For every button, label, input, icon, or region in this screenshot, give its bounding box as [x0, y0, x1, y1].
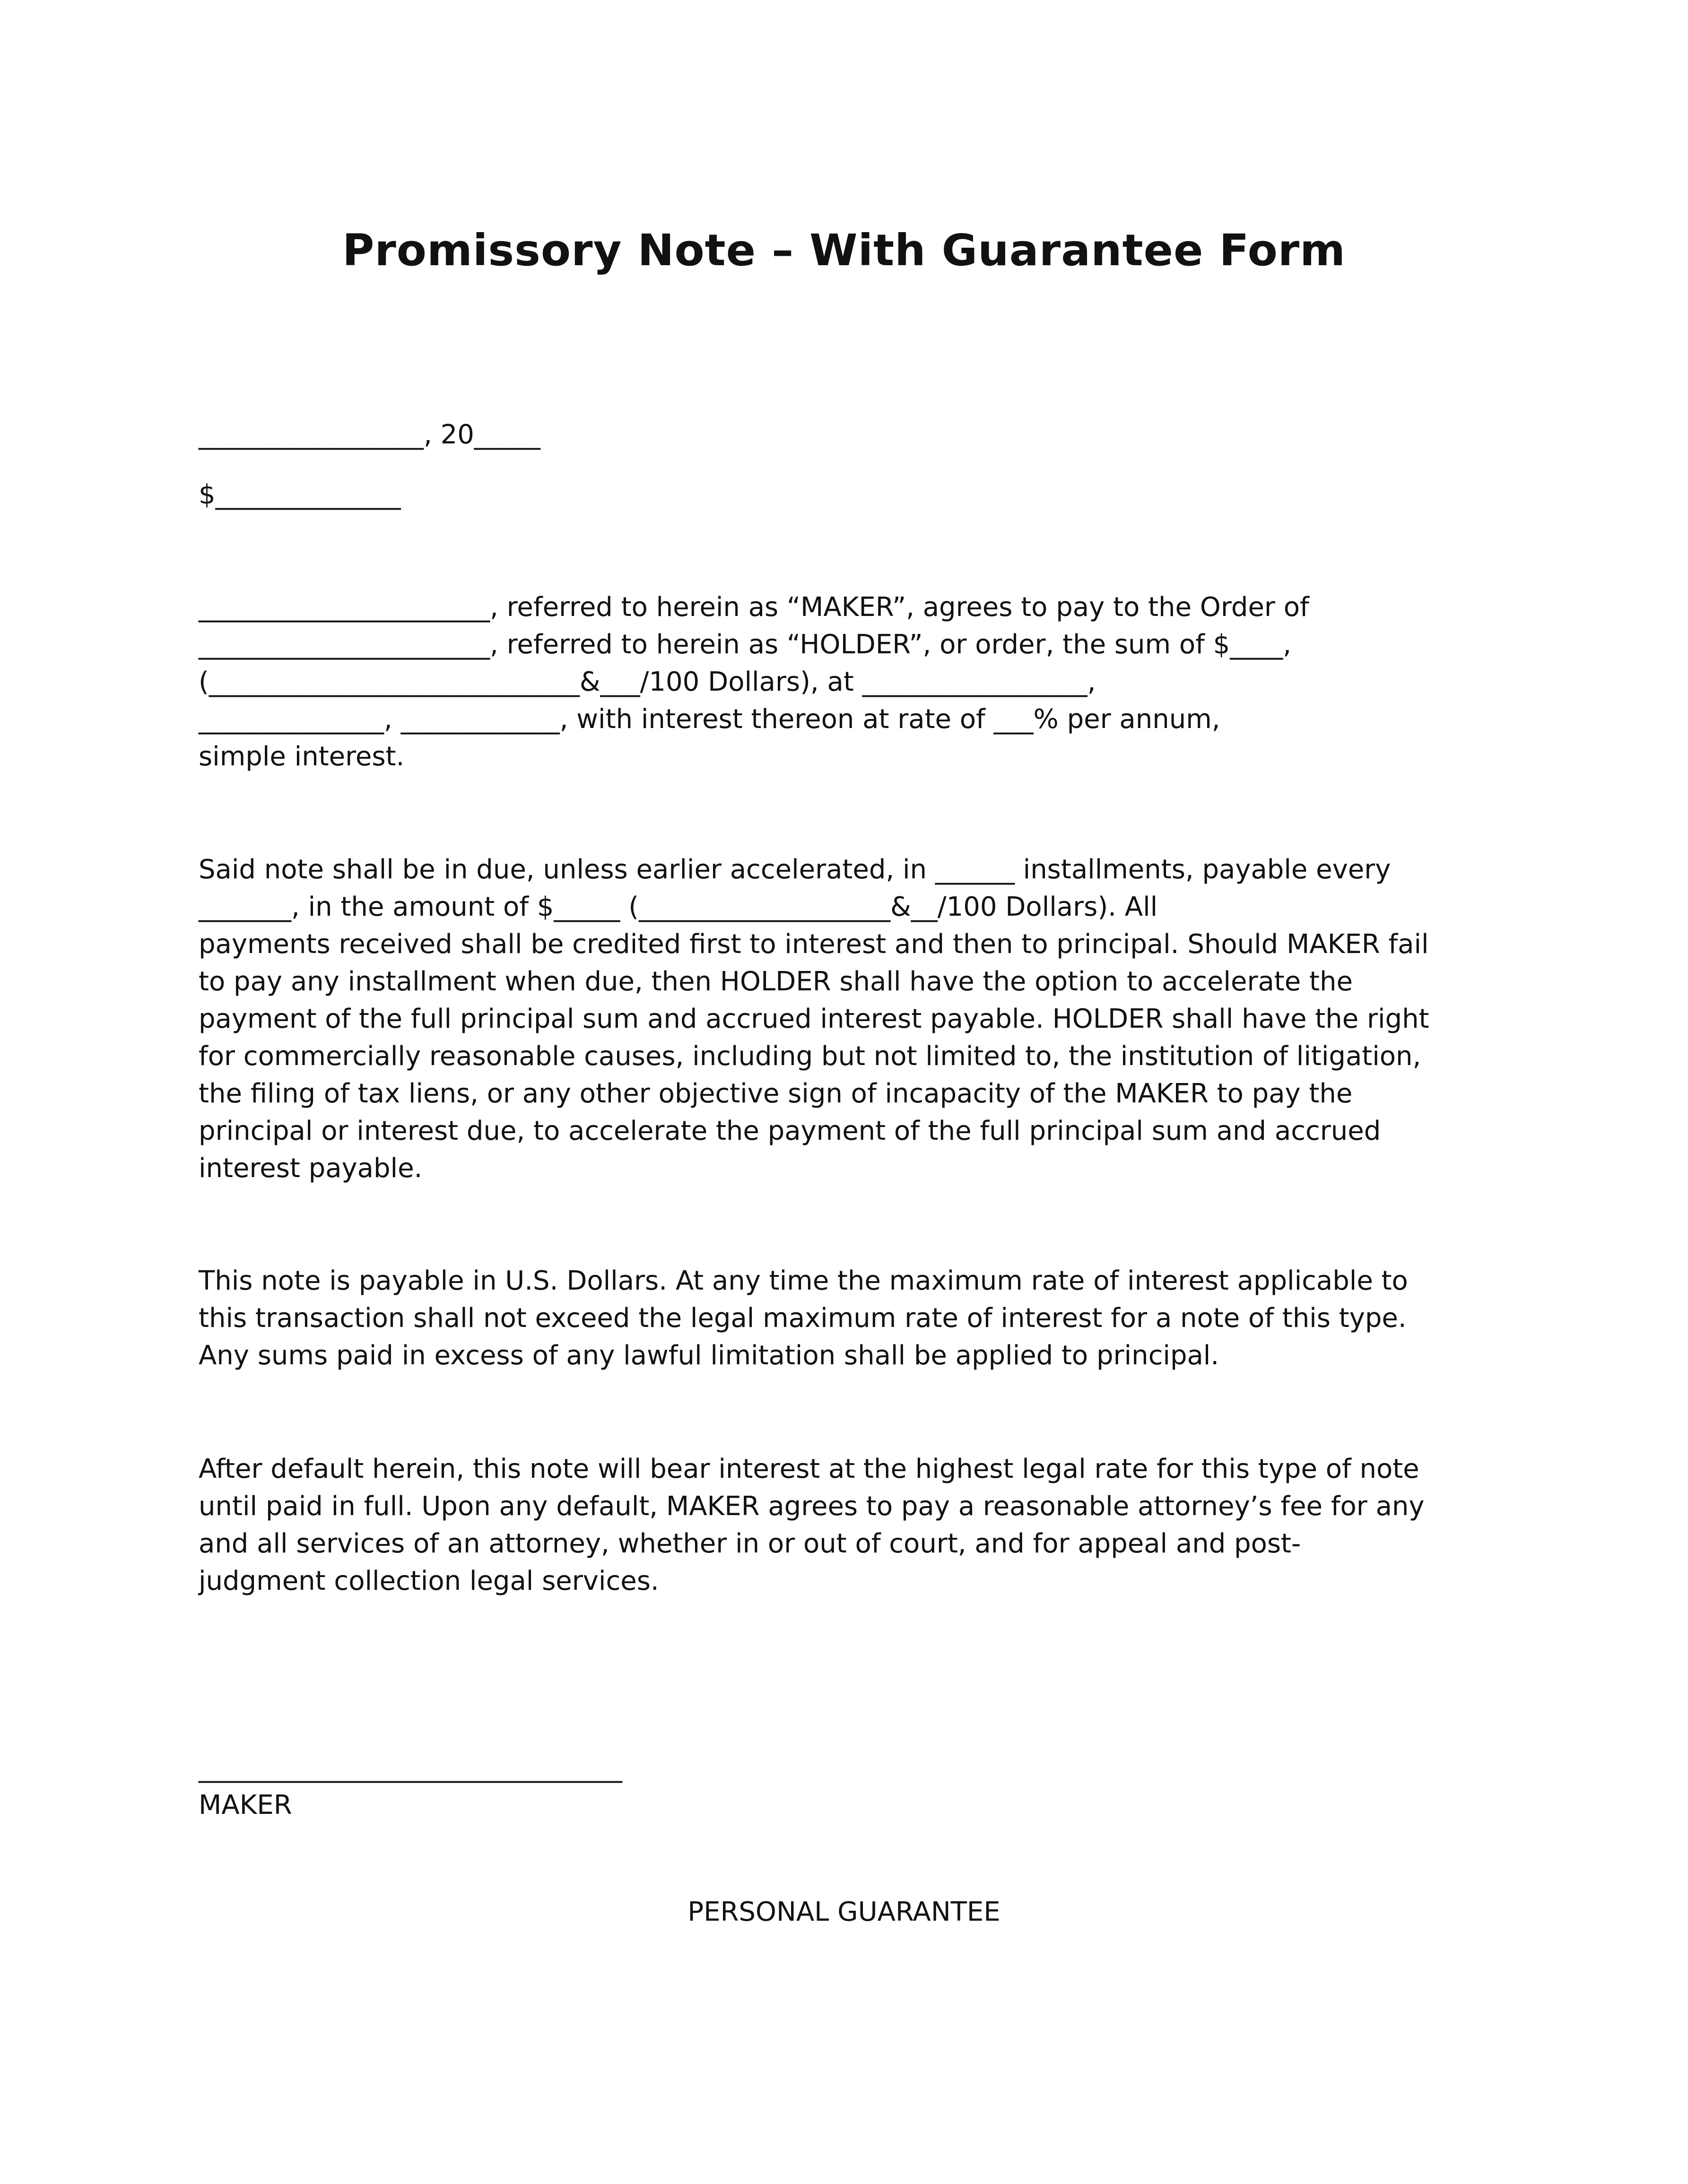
amount-line: $______________	[199, 479, 401, 510]
paragraph-installments	[199, 851, 1513, 1187]
paragraph-line: payments received shall be credited first to interest and then to principal. Should MAKER fail	[199, 929, 1429, 960]
amount-block	[199, 476, 1513, 513]
guarantee-heading: PERSONAL GUARANTEE	[687, 1897, 1001, 1927]
paragraph-line: ______________________, referred to herein as “MAKER”, agrees to pay to the Order of	[199, 592, 1309, 623]
paragraph-line: ______________, ____________, with interest thereon at rate of ___% per annum,	[199, 704, 1220, 735]
paragraph-line: until paid in full. Upon any default, MAKER agrees to pay a reasonable attorney’s fee for any	[199, 1491, 1425, 1522]
paragraph-line: Said note shall be in due, unless earlier accelerated, in ______ installments, payable every	[199, 854, 1391, 885]
paragraph-line: (____________________________&___/100 Dollars), at _________________,	[199, 667, 1096, 697]
document-title: Promissory Note – With Guarantee Form	[342, 225, 1346, 276]
paragraph-line: this transaction shall not exceed the legal maximum rate of interest for a note of this type.	[199, 1303, 1407, 1334]
signature-label: MAKER	[199, 1790, 292, 1820]
paragraph-line: for commercially reasonable causes, including but not limited to, the institution of litigation,	[199, 1041, 1421, 1072]
paragraph-line: interest payable.	[199, 1153, 423, 1184]
paragraph-line: ______________________, referred to herein as “HOLDER”, or order, the sum of $____,	[199, 629, 1292, 660]
paragraph-line: Any sums paid in excess of any lawful limitation shall be applied to principal.	[199, 1340, 1219, 1371]
signature-line: ________________________________	[199, 1752, 622, 1783]
date-block	[199, 416, 1513, 453]
paragraph-line: After default herein, this note will bear interest at the highest legal rate for this type of note	[199, 1454, 1419, 1484]
paragraph-line: payment of the full principal sum and accrued interest payable. HOLDER shall have the right	[199, 1004, 1429, 1034]
paragraph-default	[199, 1450, 1513, 1600]
paragraph-maker-holder	[199, 589, 1513, 775]
paragraph-line: the filing of tax liens, or any other objective sign of incapacity of the MAKER to pay the	[199, 1078, 1353, 1109]
signature-block	[199, 1749, 1513, 1824]
paragraph-line: and all services of an attorney, whether in or out of court, and for appeal and post-	[199, 1528, 1301, 1559]
paragraph-line: simple interest.	[199, 741, 405, 772]
paragraph-line: _______, in the amount of $_____ (___________________&__/100 Dollars). All	[199, 892, 1158, 922]
date-line: _________________, 20_____	[199, 419, 540, 450]
paragraph-line: judgment collection legal services.	[199, 1566, 659, 1596]
paragraph-line: principal or interest due, to accelerate the payment of the full principal sum and accrued	[199, 1116, 1381, 1146]
paragraph-payable-dollars	[199, 1262, 1513, 1374]
paragraph-line: This note is payable in U.S. Dollars. At any time the maximum rate of interest applicable to	[199, 1265, 1408, 1296]
paragraph-line: to pay any installment when due, then HOLDER shall have the option to accelerate the	[199, 966, 1353, 997]
